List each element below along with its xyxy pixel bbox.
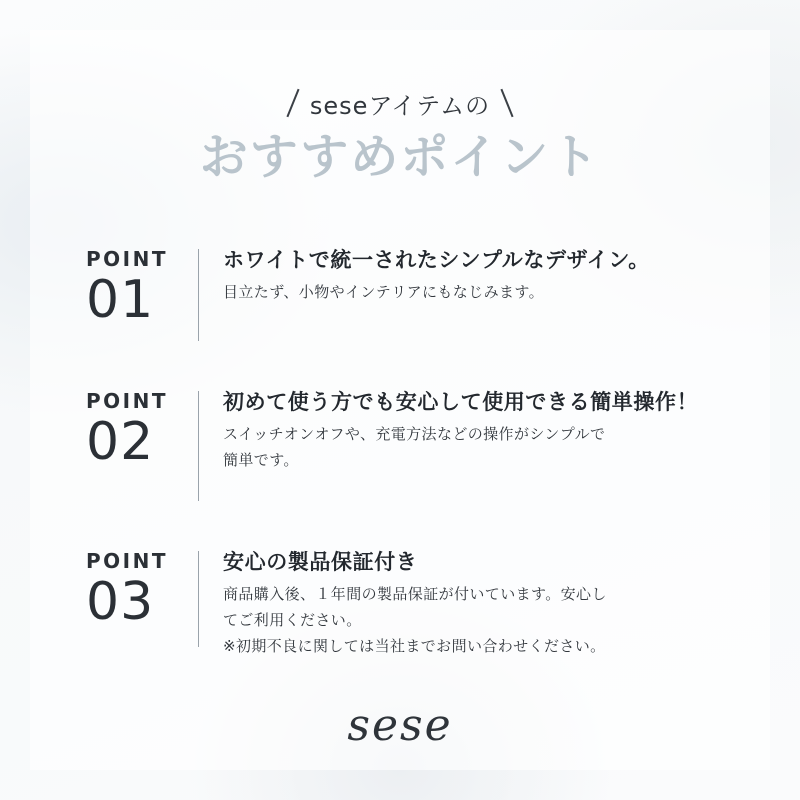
divider xyxy=(198,249,199,341)
point-description xyxy=(223,422,722,474)
point-description xyxy=(223,582,722,659)
point-number: 03 xyxy=(86,572,155,632)
point-badge xyxy=(86,545,198,630)
page-title: おすすめポイント xyxy=(199,129,601,185)
list-item xyxy=(86,243,722,345)
point-number: 01 xyxy=(86,270,155,330)
list-item xyxy=(86,545,722,660)
point-title: ホワイトで統一されたシンプルなデザイン。 xyxy=(223,248,650,272)
point-description xyxy=(223,280,722,306)
point-word: POINT xyxy=(86,247,168,271)
eyebrow-text: seseアイテムの xyxy=(309,91,491,120)
point-description-line: 商品購入後、１年間の製品保証が付いています。安心し xyxy=(223,585,607,604)
list-item xyxy=(86,385,722,505)
point-badge xyxy=(86,243,198,328)
slash-left-icon xyxy=(286,89,299,118)
divider xyxy=(198,551,199,647)
point-description-line: スイッチオンオフや、充電方法などの操作がシンプルで xyxy=(223,425,606,444)
point-title: 安心の製品保証付き xyxy=(223,550,418,574)
eyebrow-row xyxy=(0,86,800,120)
point-body xyxy=(223,545,722,660)
point-description-line: ※初期不良に関しては当社までお問い合わせください。 xyxy=(223,637,606,656)
point-title: 初めて使う方でも安心して使用できる簡単操作！ xyxy=(223,390,699,414)
point-word: POINT xyxy=(86,549,168,573)
point-word: POINT xyxy=(86,389,168,413)
points-list xyxy=(86,243,722,700)
point-description-line: てご利用ください。 xyxy=(223,611,362,630)
slash-right-icon xyxy=(501,89,514,118)
point-body xyxy=(223,385,722,474)
point-badge xyxy=(86,385,198,470)
point-number: 02 xyxy=(86,412,155,472)
point-description-line: 簡単です。 xyxy=(223,451,299,470)
point-body xyxy=(223,243,722,306)
page-header xyxy=(0,86,800,185)
point-description-line: 目立たず、小物やインテリアにもなじみます。 xyxy=(223,283,545,302)
brand-logo: sese xyxy=(347,700,453,751)
divider xyxy=(198,391,199,501)
